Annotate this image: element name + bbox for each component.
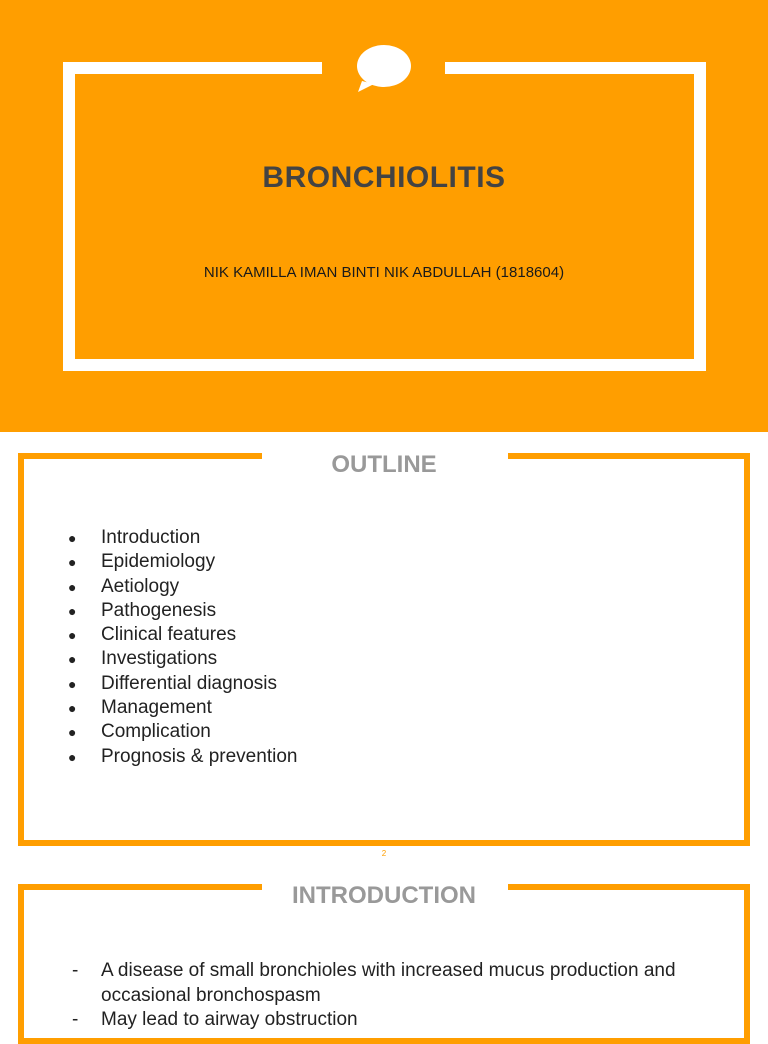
list-item: ● Introduction (68, 526, 297, 550)
author-subtitle: NIK KAMILLA IMAN BINTI NIK ABDULLAH (1818604) (203, 264, 565, 281)
list-item: ● Aetiology (68, 575, 297, 599)
list-item: ● Investigations (68, 647, 297, 671)
page-number: 2 (381, 849, 387, 858)
list-item: ● Clinical features (68, 623, 297, 647)
list-item: ● Differential diagnosis (68, 672, 297, 696)
title-frame (63, 62, 706, 371)
list-item: ● Epidemiology (68, 550, 297, 574)
list-item: - May lead to airway obstruction (72, 1008, 692, 1033)
speech-bubble-icon (356, 43, 412, 93)
title-slide (0, 0, 768, 432)
introduction-heading: INTRODUCTION (292, 882, 476, 909)
outline-list (68, 526, 297, 769)
list-item: ● Management (68, 696, 297, 720)
list-item: - A disease of small bronchioles with increased mucus production and occasional bronchospasm (72, 959, 692, 1008)
list-item: ● Complication (68, 720, 297, 744)
outline-heading: OUTLINE (331, 451, 437, 478)
list-item: ● Prognosis & prevention (68, 745, 297, 769)
slide-title: BRONCHIOLITIS (262, 161, 506, 194)
list-item: ● Pathogenesis (68, 599, 297, 623)
introduction-list (72, 959, 692, 1033)
